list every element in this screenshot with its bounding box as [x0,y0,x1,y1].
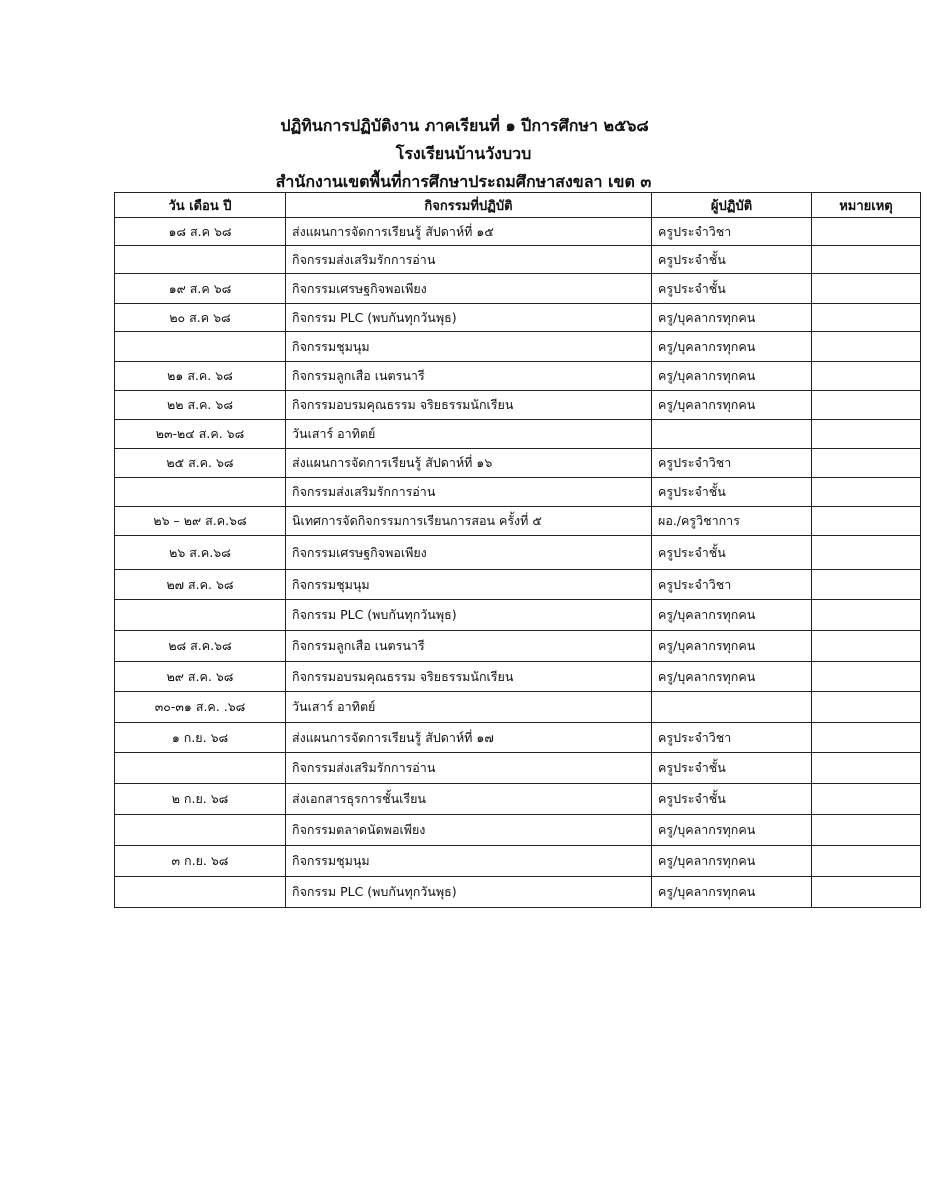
row-activity-cell: กิจกรรมชุมนุม [286,570,652,600]
row-activity-cell: กิจกรรมส่งเสริมรักการอ่าน [286,478,652,507]
row-activity-cell: ส่งแผนการจัดการเรียนรู้ สัปดาห์ที่ ๑๖ [286,449,652,478]
row-date-cell: ๓ ก.ย. ๖๘ [115,846,286,877]
row-note-cell [812,332,921,362]
row-activity-cell: กิจกรรมอบรมคุณธรรม จริยธรรมนักเรียน [286,391,652,420]
row-activity-cell: ส่งแผนการจัดการเรียนรู้ สัปดาห์ที่ ๑๕ [286,218,652,246]
row-note-cell [812,877,921,908]
row-date-cell [115,478,286,507]
row-date-cell: ๒ ก.ย. ๖๘ [115,784,286,815]
row-note-cell [812,784,921,815]
table-row [115,218,921,246]
row-date-cell: ๒๙ ส.ค. ๖๘ [115,662,286,692]
column-header-date: วัน เดือน ปี [115,193,286,218]
table-row [115,536,921,570]
row-date-cell [115,332,286,362]
row-note-cell [812,362,921,391]
row-activity-cell: กิจกรรมตลาดนัดพอเพียง [286,815,652,846]
table-row [115,507,921,536]
row-activity-cell: ส่งแผนการจัดการเรียนรู้ สัปดาห์ที่ ๑๗ [286,723,652,753]
schedule-table [114,192,921,908]
row-note-cell [812,692,921,723]
row-activity-cell: วันเสาร์ อาทิตย์ [286,420,652,449]
row-date-cell: ๒๑ ส.ค. ๖๘ [115,362,286,391]
table-row [115,304,921,332]
table-row [115,631,921,662]
row-responsible-cell: ครู/บุคลากรทุกคน [652,362,812,391]
row-date-cell: ๒๕ ส.ค. ๖๘ [115,449,286,478]
table-header-row [115,193,921,218]
row-responsible-cell: ครูประจำชั้น [652,274,812,304]
row-date-cell: ๓๐-๓๑ ส.ค. .๖๘ [115,692,286,723]
table-row [115,877,921,908]
table-row [115,274,921,304]
row-responsible-cell: ครูประจำวิชา [652,449,812,478]
row-activity-cell: กิจกรรม PLC (พบกันทุกวันพุธ) [286,877,652,908]
row-activity-cell: กิจกรรม PLC (พบกันทุกวันพุธ) [286,304,652,332]
row-activity-cell: วันเสาร์ อาทิตย์ [286,692,652,723]
row-note-cell [812,478,921,507]
table-body [115,218,921,908]
table-row [115,570,921,600]
row-activity-cell: กิจกรรมชุมนุม [286,332,652,362]
row-date-cell: ๒๓-๒๔ ส.ค. ๖๘ [115,420,286,449]
table-row [115,815,921,846]
row-activity-cell: กิจกรรมส่งเสริมรักการอ่าน [286,753,652,784]
table-row [115,391,921,420]
table-row [115,692,921,723]
row-date-cell: ๒๗ ส.ค. ๖๘ [115,570,286,600]
row-date-cell: ๒๒ ส.ค. ๖๘ [115,391,286,420]
document-title: ปฏิทินการปฏิบัติงาน ภาคเรียนที่ ๑ ปีการศึกษา ๒๕๖๘ [280,116,649,135]
office-name: สำนักงานเขตพื้นที่การศึกษาประถมศึกษาสงขลา เขต ๓ [275,172,652,191]
row-note-cell [812,420,921,449]
row-responsible-cell: ครูประจำชั้น [652,784,812,815]
row-responsible-cell: ครูประจำชั้น [652,753,812,784]
row-responsible-cell: ครู/บุคลากรทุกคน [652,846,812,877]
row-note-cell [812,723,921,753]
row-note-cell [812,536,921,570]
table-row [115,753,921,784]
row-note-cell [812,391,921,420]
row-responsible-cell: ครูประจำวิชา [652,570,812,600]
row-note-cell [812,753,921,784]
row-date-cell [115,600,286,631]
row-activity-cell: กิจกรรม PLC (พบกันทุกวันพุธ) [286,600,652,631]
row-date-cell: ๑๙ ส.ค ๖๘ [115,274,286,304]
row-note-cell [812,507,921,536]
row-responsible-cell: ผอ./ครูวิชาการ [652,507,812,536]
row-responsible-cell: ครูประจำวิชา [652,218,812,246]
row-date-cell: ๒๐ ส.ค ๖๘ [115,304,286,332]
row-activity-cell: กิจกรรมลูกเสือ เนตรนารี [286,631,652,662]
table-row [115,449,921,478]
row-responsible-cell: ครู/บุคลากรทุกคน [652,662,812,692]
row-responsible-cell: ครู/บุคลากรทุกคน [652,600,812,631]
row-note-cell [812,570,921,600]
row-responsible-cell: ครู/บุคลากรทุกคน [652,815,812,846]
row-responsible-cell: ครู/บุคลากรทุกคน [652,877,812,908]
row-activity-cell: กิจกรรมเศรษฐกิจพอเพียง [286,536,652,570]
row-note-cell [812,246,921,274]
row-activity-cell: กิจกรรมเศรษฐกิจพอเพียง [286,274,652,304]
row-note-cell [812,218,921,246]
table-row [115,246,921,274]
row-date-cell [115,815,286,846]
row-date-cell: ๑ ก.ย. ๖๘ [115,723,286,753]
table-row [115,784,921,815]
row-activity-cell: ส่งเอกสารธุรการชั้นเรียน [286,784,652,815]
table-row [115,662,921,692]
table-row [115,723,921,753]
row-responsible-cell: ครูประจำวิชา [652,723,812,753]
row-responsible-cell [652,420,812,449]
row-note-cell [812,274,921,304]
column-header-activity: กิจกรรมที่ปฏิบัติ [286,193,652,218]
row-activity-cell: กิจกรรมอบรมคุณธรรม จริยธรรมนักเรียน [286,662,652,692]
row-date-cell: ๒๖ ส.ค.๖๘ [115,536,286,570]
row-activity-cell: กิจกรรมลูกเสือ เนตรนารี [286,362,652,391]
row-activity-cell: นิเทศการจัดกิจกรรมการเรียนการสอน ครั้งที่ ๕ [286,507,652,536]
row-note-cell [812,846,921,877]
column-header-note: หมายเหตุ [812,193,921,218]
row-responsible-cell: ครู/บุคลากรทุกคน [652,391,812,420]
row-note-cell [812,815,921,846]
row-note-cell [812,631,921,662]
row-responsible-cell: ครูประจำชั้น [652,246,812,274]
table-row [115,332,921,362]
row-responsible-cell [652,692,812,723]
row-note-cell [812,600,921,631]
row-responsible-cell: ครู/บุคลากรทุกคน [652,332,812,362]
row-note-cell [812,449,921,478]
row-activity-cell: กิจกรรมชุมนุม [286,846,652,877]
table-row [115,846,921,877]
row-date-cell [115,246,286,274]
row-date-cell: ๒๖ – ๒๙ ส.ค.๖๘ [115,507,286,536]
row-activity-cell: กิจกรรมส่งเสริมรักการอ่าน [286,246,652,274]
row-responsible-cell: ครูประจำชั้น [652,536,812,570]
row-note-cell [812,662,921,692]
table-row [115,362,921,391]
row-responsible-cell: ครู/บุคลากรทุกคน [652,631,812,662]
row-date-cell [115,877,286,908]
column-header-responsible: ผู้ปฏิบัติ [652,193,812,218]
row-responsible-cell: ครูประจำชั้น [652,478,812,507]
row-responsible-cell: ครู/บุคลากรทุกคน [652,304,812,332]
row-date-cell: ๒๘ ส.ค.๖๘ [115,631,286,662]
table-row [115,478,921,507]
document-header [0,112,927,196]
table-row [115,420,921,449]
table-row [115,600,921,631]
row-note-cell [812,304,921,332]
row-date-cell: ๑๘ ส.ค ๖๘ [115,218,286,246]
row-date-cell [115,753,286,784]
school-name: โรงเรียนบ้านวังบวบ [395,144,532,163]
